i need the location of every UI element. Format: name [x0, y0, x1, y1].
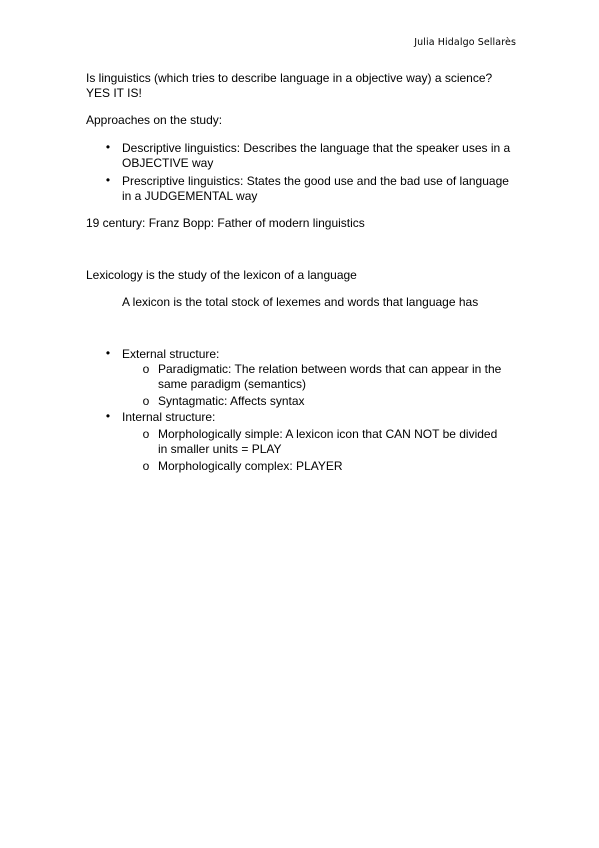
intro-answer: YES IT IS!: [86, 86, 142, 100]
list-item-text: Prescriptive linguistics: States the good use and the bad use of language: [122, 174, 509, 188]
lexicology-definition: Lexicology is the study of the lexicon of a language: [86, 268, 357, 282]
list-item-text: Descriptive linguistics: Describes the language that the speaker uses in a: [122, 141, 511, 155]
sub-list-item-text: Morphologically simple: A lexicon icon that CAN NOT be divided: [158, 427, 498, 441]
sub-list-item-text-cont: in smaller units = PLAY: [158, 442, 282, 456]
circle-bullet-icon: o: [142, 459, 150, 473]
circle-bullet-icon: o: [142, 362, 150, 376]
sub-list-item-text: Paradigmatic: The relation between words that can appear in the: [158, 362, 502, 376]
list-item-text-cont: OBJECTIVE way: [122, 156, 214, 170]
author-name: Julia Hidalgo Sellarès: [414, 37, 516, 48]
sub-list-item-text: Morphologically complex: PLAYER: [158, 459, 343, 473]
circle-bullet-icon: o: [142, 394, 150, 408]
circle-bullet-icon: o: [142, 427, 150, 441]
bullet-icon: •: [105, 140, 111, 154]
internal-structure-label: Internal structure:: [122, 410, 216, 424]
list-item-text-cont: in a JUDGEMENTAL way: [122, 189, 258, 203]
approaches-heading: Approaches on the study:: [86, 113, 223, 127]
bullet-icon: •: [105, 173, 111, 187]
bullet-icon: •: [105, 346, 111, 360]
external-structure-label: External structure:: [122, 347, 220, 361]
sub-list-item-text-cont: same paradigm (semantics): [158, 377, 307, 391]
bullet-icon: •: [105, 409, 111, 423]
intro-question: Is linguistics (which tries to describe language in a objective way) a science?: [86, 71, 493, 85]
lexicon-definition: A lexicon is the total stock of lexemes and words that language has: [122, 295, 479, 309]
sub-list-item-text: Syntagmatic: Affects syntax: [158, 394, 305, 408]
history-note: 19 century: Franz Bopp: Father of modern linguistics: [86, 216, 365, 230]
